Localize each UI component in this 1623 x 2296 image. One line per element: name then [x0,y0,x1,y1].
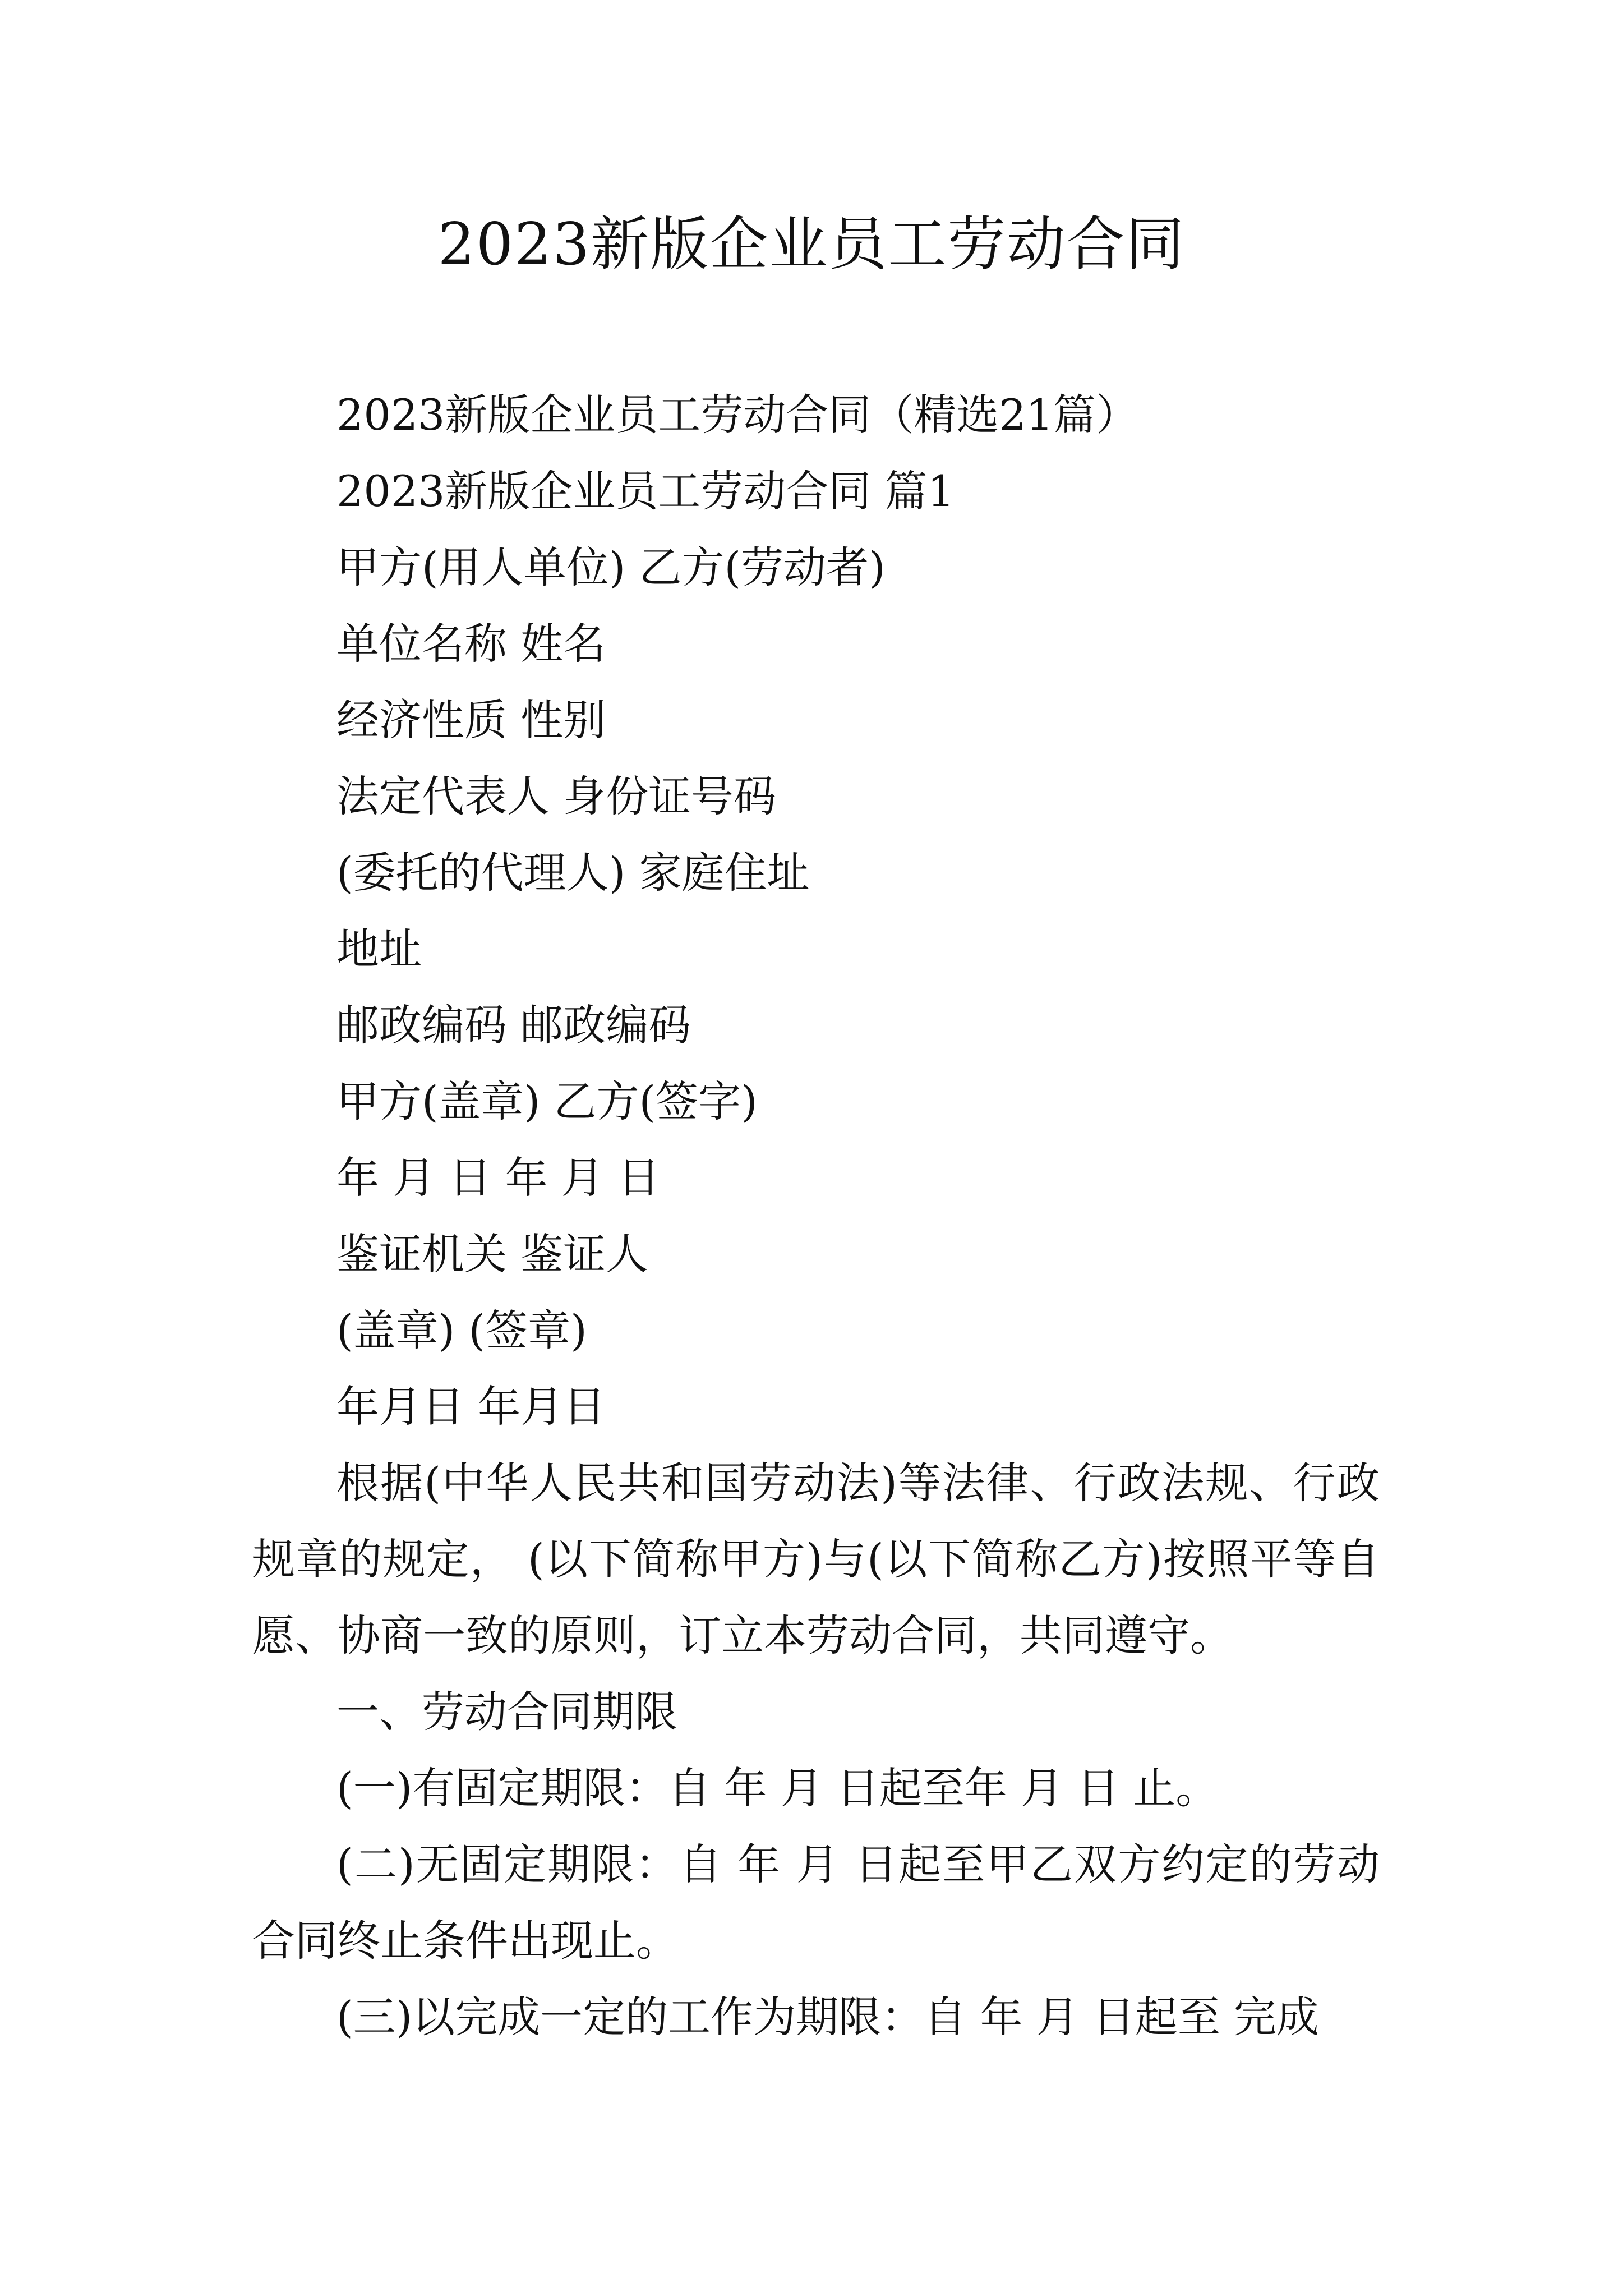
form-line-stamp: (盖章) (签章) [336,1305,587,1355]
form-line-postcode: 邮政编码 邮政编码 [336,1000,691,1050]
clause-open-term: (二)无固定期限：自 年 月 日起至甲乙双方约定的劳动合同终止条件出现止。 [252,1839,1380,1966]
clause-fixed-term: (一)有固定期限：自 年 月 日起至年 月 日 止。 [336,1763,1219,1813]
section-heading: 2023新版企业员工劳动合同 篇1 [336,466,955,516]
form-line-date: 年 月 日 年 月 日 [336,1153,660,1203]
preamble-paragraph: 根据(中华人民共和国劳动法)等法律、行政法规、行政规章的规定， (以下简称甲方)与(以下简称乙方)按照平等自愿、协商一致的原则，订立本劳动合同，共同遵守。 [252,1458,1380,1660]
clause-task-term: (三)以完成一定的工作为期限：自 年 月 日起至 完成 [336,1992,1319,2042]
form-line-authentication: 鉴证机关 鉴证人 [336,1229,649,1279]
form-line-name: 单位名称 姓名 [336,619,606,669]
clause-heading-term: 一、劳动合同期限 [336,1687,677,1737]
form-line-agent: (委托的代理人) 家庭住址 [336,848,810,898]
subtitle-line: 2023新版企业员工劳动合同（精选21篇） [336,390,1139,440]
form-line-representative: 法定代表人 身份证号码 [336,771,777,821]
form-line-date-2: 年月日 年月日 [336,1382,606,1432]
form-line-address: 地址 [336,924,422,974]
document-title: 2023新版企业员工劳动合同 [437,210,1186,278]
form-line-nature: 经济性质 性别 [336,695,606,745]
form-line-parties: 甲方(用人单位) 乙方(劳动者) [336,542,886,592]
form-line-seal: 甲方(盖章) 乙方(签字) [336,1076,758,1126]
